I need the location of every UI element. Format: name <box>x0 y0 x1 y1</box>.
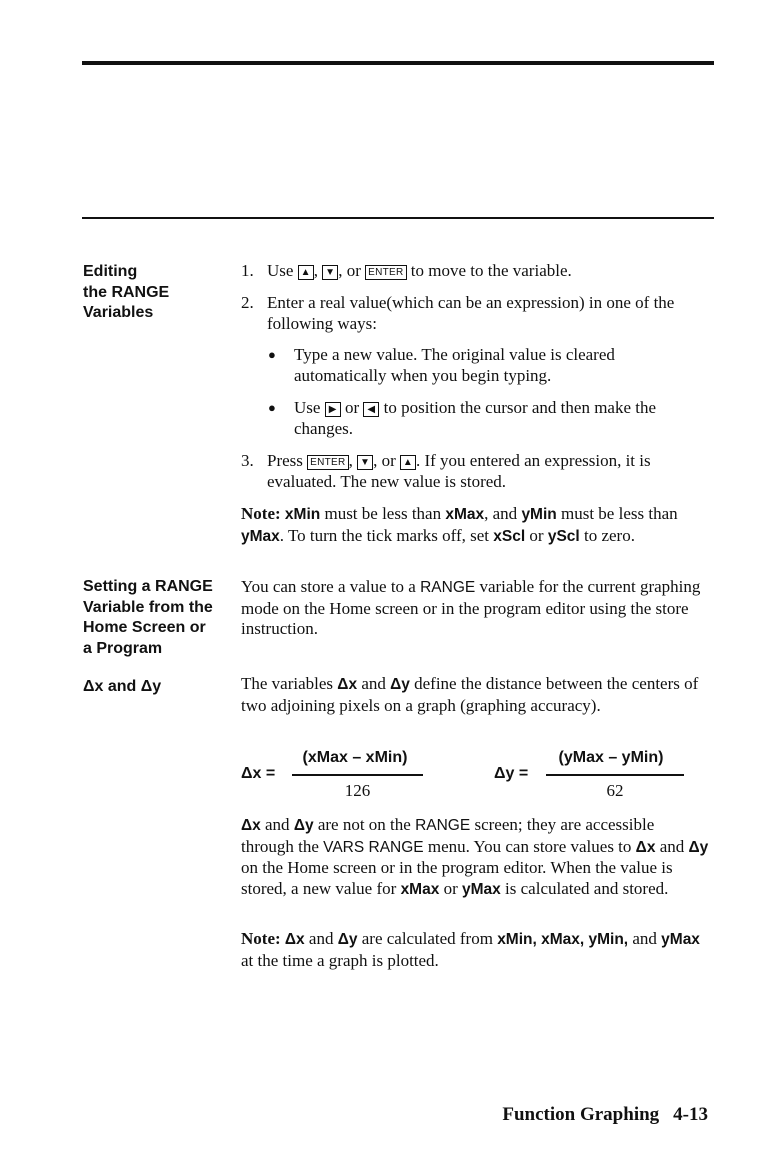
formula-label: Δy = <box>494 765 529 782</box>
note-text: , and <box>484 504 518 523</box>
variable-name: xMin <box>284 506 321 523</box>
down-arrow-key-icon: ▼ <box>322 265 338 280</box>
step-punct: , <box>313 261 318 280</box>
step-word: Use <box>267 261 294 280</box>
left-arrow-key-icon: ◀ <box>363 402 379 417</box>
step-text <box>267 451 711 492</box>
fraction-bar <box>292 774 423 776</box>
para-text: screen; they are accessible through the <box>241 815 655 856</box>
menu-name: RANGE <box>420 579 476 596</box>
variable-name: xMax <box>400 880 440 898</box>
bullet-word: or <box>344 398 360 417</box>
heading-line: Setting a RANGE <box>83 578 213 595</box>
variable-name: yMin <box>521 506 557 523</box>
variable-name: Δx <box>337 676 358 693</box>
step-3 <box>241 451 711 495</box>
note-text: and <box>308 929 334 948</box>
variable-name: yMax <box>241 527 280 545</box>
note-text: or <box>529 525 544 545</box>
bullet-text <box>294 398 708 439</box>
step-word: . If you entered an expression, it is evaluated. The new value is stored. <box>267 451 651 491</box>
formula-numerator: (xMax – xMin) <box>302 749 408 766</box>
heading-editing-range-variables <box>83 262 233 324</box>
right-arrow-key-icon: ▶ <box>325 402 341 417</box>
variable-name: xScl <box>493 527 526 545</box>
step-number: 2. <box>241 293 254 312</box>
bullet-type-new-value <box>268 345 708 389</box>
para-text: and <box>265 815 290 834</box>
variable-name: yMax <box>661 931 700 948</box>
para-text: and <box>659 836 685 856</box>
heading-setting-range-variable <box>83 577 233 659</box>
heading-line: Variable from the <box>83 598 213 616</box>
step-text: Enter a real value(which can be an expression) in one of the following ways: <box>267 293 675 333</box>
variable-name: xMax <box>445 506 485 523</box>
bullet-use-cursor-keys <box>268 398 708 442</box>
variable-name: xMin, xMax, yMin, <box>497 931 629 948</box>
up-arrow-key-icon: ▲ <box>400 455 416 470</box>
para-text: are not on the <box>317 815 411 834</box>
bullet-dot-icon: ● <box>268 347 276 362</box>
note-text: and <box>632 929 657 948</box>
top-thick-rule <box>82 61 714 65</box>
variable-name: Δx <box>241 817 261 834</box>
step-word: Press <box>267 451 303 470</box>
fraction-bar <box>546 774 684 776</box>
para-text: You can store a value to a <box>241 577 416 596</box>
formula-numerator: (yMax – yMin) <box>558 749 664 766</box>
heading-line: the RANGE <box>83 283 170 301</box>
menu-name: RANGE <box>415 817 471 834</box>
variable-name: yScl <box>547 527 580 545</box>
note-text: . To turn the tick marks off, set <box>279 525 490 545</box>
para-text: variable for the current graphing mode on the Home screen or in the program editor using the store instruction. <box>241 577 701 638</box>
setting-range-paragraph <box>241 577 711 640</box>
down-arrow-key-icon: ▼ <box>357 455 373 470</box>
variable-name: Δx <box>635 838 656 856</box>
para-text: menu. You can store values to <box>427 836 632 856</box>
variable-name: Δx <box>284 931 305 948</box>
enter-key-icon: ENTER <box>307 455 348 470</box>
delta-storage-paragraph <box>241 815 711 900</box>
note-delta-calculation <box>241 929 711 971</box>
para-text: or <box>443 878 458 898</box>
note-range-constraints <box>241 504 711 547</box>
step-text <box>267 261 711 282</box>
variable-name: Δy <box>688 838 709 856</box>
heading-line: Δx and Δy <box>83 678 162 695</box>
heading-line: Editing <box>83 263 138 280</box>
bullet-word: Use <box>294 398 321 417</box>
para-text: is calculated and stored. <box>505 878 669 898</box>
bullet-word: to position the cursor and then make the changes. <box>294 398 657 438</box>
delta-definition-paragraph <box>241 674 711 716</box>
step-punct: , <box>348 451 353 470</box>
enter-key-icon: ENTER <box>365 265 406 280</box>
note-text: must be less than <box>324 504 442 523</box>
note-text: are calculated from <box>361 929 493 948</box>
para-text: and <box>361 674 386 693</box>
heading-delta-x-delta-y <box>83 677 233 698</box>
heading-line: Variables <box>83 304 154 321</box>
bullet-text: Type a new value. The original value is cleared automatically when you begin typing. <box>294 345 615 385</box>
step-number: 3. <box>241 451 254 470</box>
heading-line: Home Screen or <box>83 619 206 636</box>
note-text: must be less than <box>561 504 678 523</box>
page-number: 4-13 <box>673 1104 708 1125</box>
step-number: 1. <box>241 261 254 280</box>
bullet-dot-icon: ● <box>268 400 276 415</box>
up-arrow-key-icon: ▲ <box>298 265 314 280</box>
para-text: The variables <box>241 674 334 693</box>
step-word: , or <box>338 261 361 280</box>
step-word: , or <box>373 451 396 470</box>
menu-name: VARS RANGE <box>323 838 424 856</box>
variable-name: yMax <box>462 880 501 898</box>
formula-denominator: 126 <box>344 781 371 800</box>
note-text: to zero. <box>583 525 635 545</box>
section-rule <box>82 217 714 219</box>
heading-line: a Program <box>83 639 163 657</box>
formula-label: Δx = <box>241 765 276 782</box>
note-text: at the time a graph is plotted. <box>241 950 439 970</box>
variable-name: Δy <box>390 676 410 693</box>
para-text: on the Home screen or in the program editor. When the value is stored, a new value for <box>241 858 673 898</box>
note-label: Note: <box>241 929 281 948</box>
step-word: to move to the variable. <box>410 261 572 280</box>
para-text: define the distance between the centers of two adjoining pixels on a graph (graphing accuracy). <box>241 674 699 715</box>
step-2 <box>241 293 711 337</box>
page-footer <box>502 1104 708 1126</box>
chapter-title: Function Graphing <box>502 1104 660 1125</box>
variable-name: Δy <box>337 931 358 948</box>
formula-denominator: 62 <box>606 781 624 800</box>
variable-name: Δy <box>293 817 314 834</box>
note-label: Note: <box>241 504 281 523</box>
step-1 <box>241 261 711 283</box>
